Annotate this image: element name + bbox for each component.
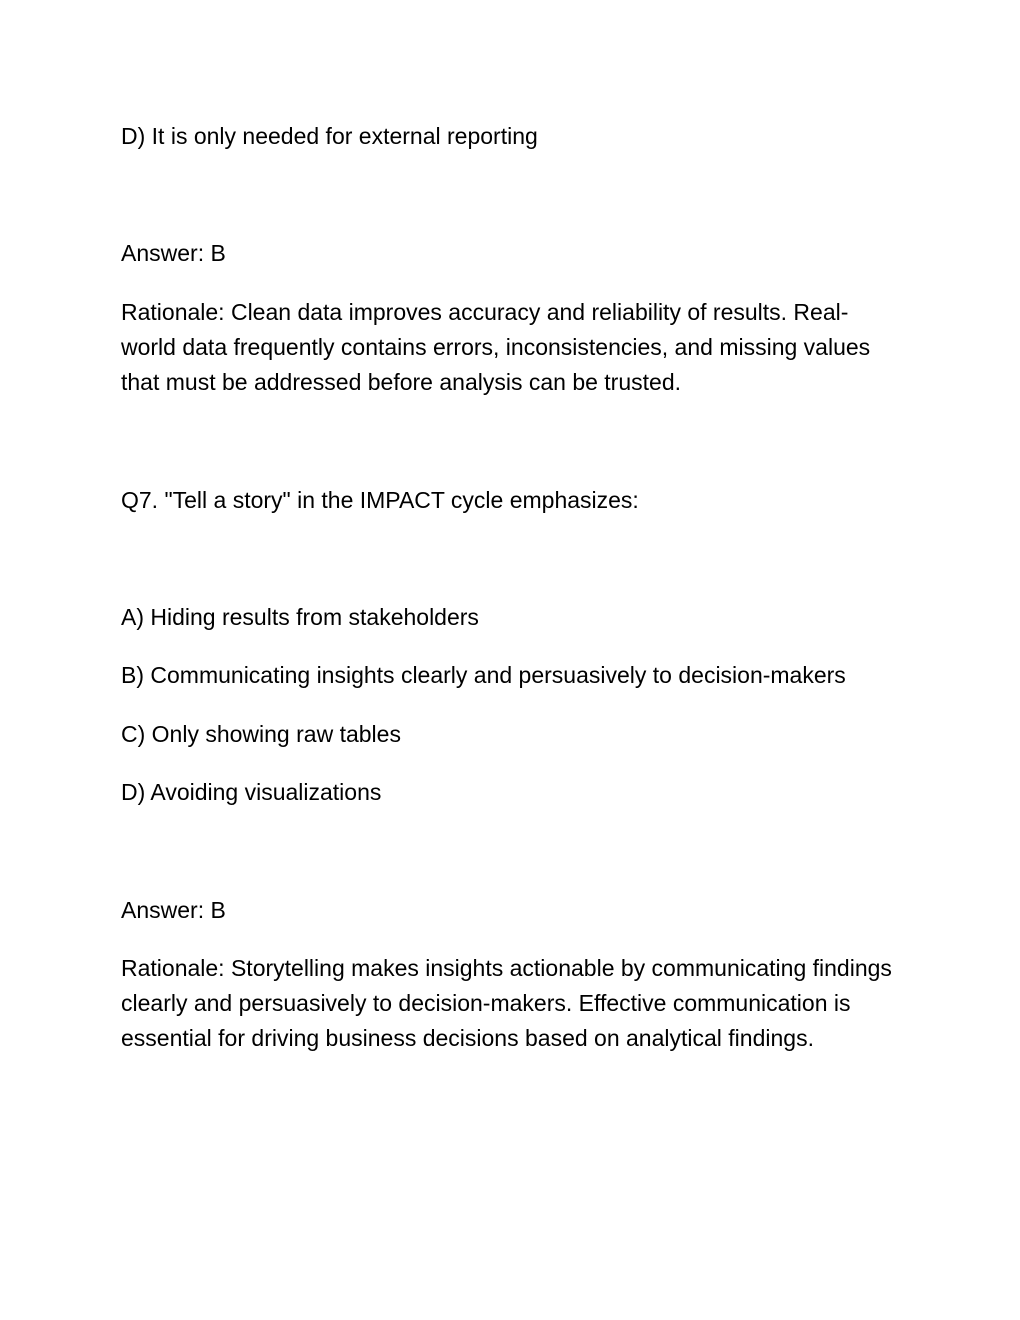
option-a: A) Hiding results from stakeholders — [121, 604, 479, 630]
rationale-q7: Rationale: Storytelling makes insights actionable by communicating findings clearly and persuasively to decision-makers. Effective communication is essential for driving business decisions based on analytical findings. — [121, 955, 892, 1051]
option-d-previous: D) It is only needed for external reporting — [121, 123, 538, 149]
rationale-previous: Rationale: Clean data improves accuracy and reliability of results. Real-world data frequently contains errors, inconsistencies, and missing values that must be addressed before analysis can be trusted. — [121, 299, 871, 395]
option-b: B) Communicating insights clearly and persuasively to decision-makers — [121, 662, 846, 688]
answer-previous: Answer: B — [121, 240, 226, 266]
option-d: D) Avoiding visualizations — [121, 779, 382, 805]
question-q7: Q7. "Tell a story" in the IMPACT cycle emphasizes: — [121, 487, 639, 513]
option-c: C) Only showing raw tables — [121, 721, 401, 747]
answer-q7: Answer: B — [121, 897, 226, 923]
